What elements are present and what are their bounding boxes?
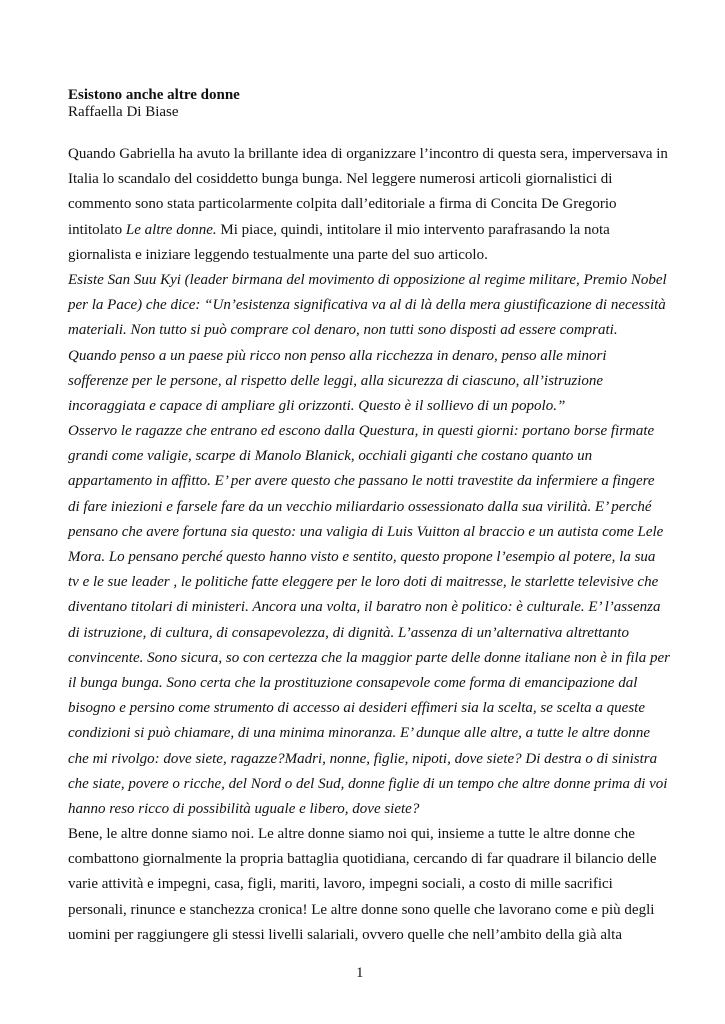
body-line: pensano che avere fortuna sia questo: una valigia di Luis Vuitton al braccio e un autista come Lele: [68, 523, 664, 540]
body-line: condizioni si può chiamare, di una minima minoranza. E’ dunque alle altre, a tutte le altre donne: [68, 725, 651, 742]
body-line: Osservo le ragazze che entrano ed escono dalla Questura, in questi giorni: portano borse firmate: [68, 423, 655, 440]
italic-text-segment: Le altre donne.: [125, 221, 217, 238]
text-segment: Mi piace, quindi, intitolare il mio intervento parafrasando la nota: [216, 221, 610, 238]
document-body: [68, 142, 668, 948]
body-line: Italia lo scandalo del cosiddetto bunga bunga. Nel leggere numerosi articoli giornalistici di: [68, 171, 613, 188]
body-line: combattono giornalmente la propria battaglia quotidiana, cercando di far quadrare il bilancio delle: [68, 851, 657, 868]
body-line: personali, rinunce e stanchezza cronica! Le altre donne sono quelle che lavorano come e più degli: [68, 901, 655, 918]
body-line: Quando Gabriella ha avuto la brillante idea di organizzare l’incontro di questa sera, imperversava in: [68, 146, 668, 162]
body-line: sofferenze per le persone, al rispetto delle leggi, alla sicurezza di ciascuno, all’istruzione: [68, 372, 604, 389]
body-line: giornalista e iniziare leggendo testualmente una parte del suo articolo.: [68, 246, 488, 263]
document-title: Esistono anche altre donne: [68, 87, 240, 103]
document-author: Raffaella Di Biase: [68, 104, 179, 120]
body-line: di istruzione, di cultura, di consapevolezza, di dignità. L’assenza di un’alternativa altrettanto: [68, 624, 629, 641]
body-line: Mora. Lo pensano perché questo hanno visto e sentito, questo propone l’esempio al potere, la sua: [68, 549, 656, 565]
body-line: convincente. Sono sicura, so con certezza che la maggior parte delle donne italiane non è in fila per: [68, 649, 670, 666]
body-line: Bene, le altre donne siamo noi. Le altre donne siamo noi qui, insieme a tutte le altre donne che: [68, 826, 635, 843]
body-line: diventano titolari di ministeri. Ancora una volta, il baratro non è politico: è culturale. E’ l’assenza: [68, 599, 661, 616]
text-segment: intitolato: [68, 221, 126, 238]
body-line: appartamento in affitto. E’ per avere questo che passano le notti travestite da infermiere a fingere: [68, 473, 655, 490]
body-line: che siate, povere o ricche, del Nord o del Sud, donne figlie di un tempo che altre donne prima di voi: [68, 775, 668, 792]
body-line: incoraggiata e capace di ampliare gli orizzonti. Questo è il sollievo di un popolo.”: [68, 397, 566, 414]
body-line: uomini per raggiungere gli stessi livelli salariali, ovvero quelle che nell’ambito della già alta: [68, 926, 622, 943]
page-number: 1: [356, 965, 364, 981]
body-line: che mi rivolgo: dove siete, ragazze?Madri, nonne, figlie, nipoti, dove siete? Di destra o di sinistra: [68, 750, 658, 767]
body-line: materiali. Non tutto si può comprare col denaro, non tutti sono disposti ad essere comprati.: [68, 322, 618, 339]
body-line: commento sono stata particolarmente colpita dall’editoriale a firma di Concita De Gregorio: [68, 196, 617, 213]
body-line: hanno reso ricco di possibilità uguale e libero, dove siete?: [68, 800, 420, 817]
body-line: Esiste San Suu Kyi (leader birmana del movimento di opposizione al regime militare, Premio Nobel: [68, 271, 667, 288]
body-line: Quando penso a un paese più ricco non penso alla ricchezza in denaro, penso alle minori: [68, 347, 607, 364]
body-line: tv e le sue leader , le politiche fatte eleggere per le loro doti di maitresse, le starlette televisive che: [68, 574, 659, 591]
body-line: varie attività e impegni, casa, figli, mariti, lavoro, impegni sociali, a costo di mille sacrifici: [68, 876, 613, 893]
body-line: di fare iniezioni e farsele fare da un vecchio miliardario ossessionato dalla sua virilità. E’ perché: [68, 498, 652, 515]
body-line: il bunga bunga. Sono certa che la prostituzione consapevole come forma di emancipazione dal: [68, 674, 638, 691]
body-line: per la Pace) che dice: “Un’esistenza significativa va al di là della mera giustificazione di necessità: [68, 297, 666, 314]
body-line: grandi come valigie, scarpe di Manolo Blanick, occhiali giganti che costano quanto un: [68, 448, 593, 465]
body-line: [68, 218, 668, 243]
body-line: bisogno e persino come strumento di accesso ai desideri effimeri sia la scelta, se scelta a queste: [68, 700, 645, 717]
